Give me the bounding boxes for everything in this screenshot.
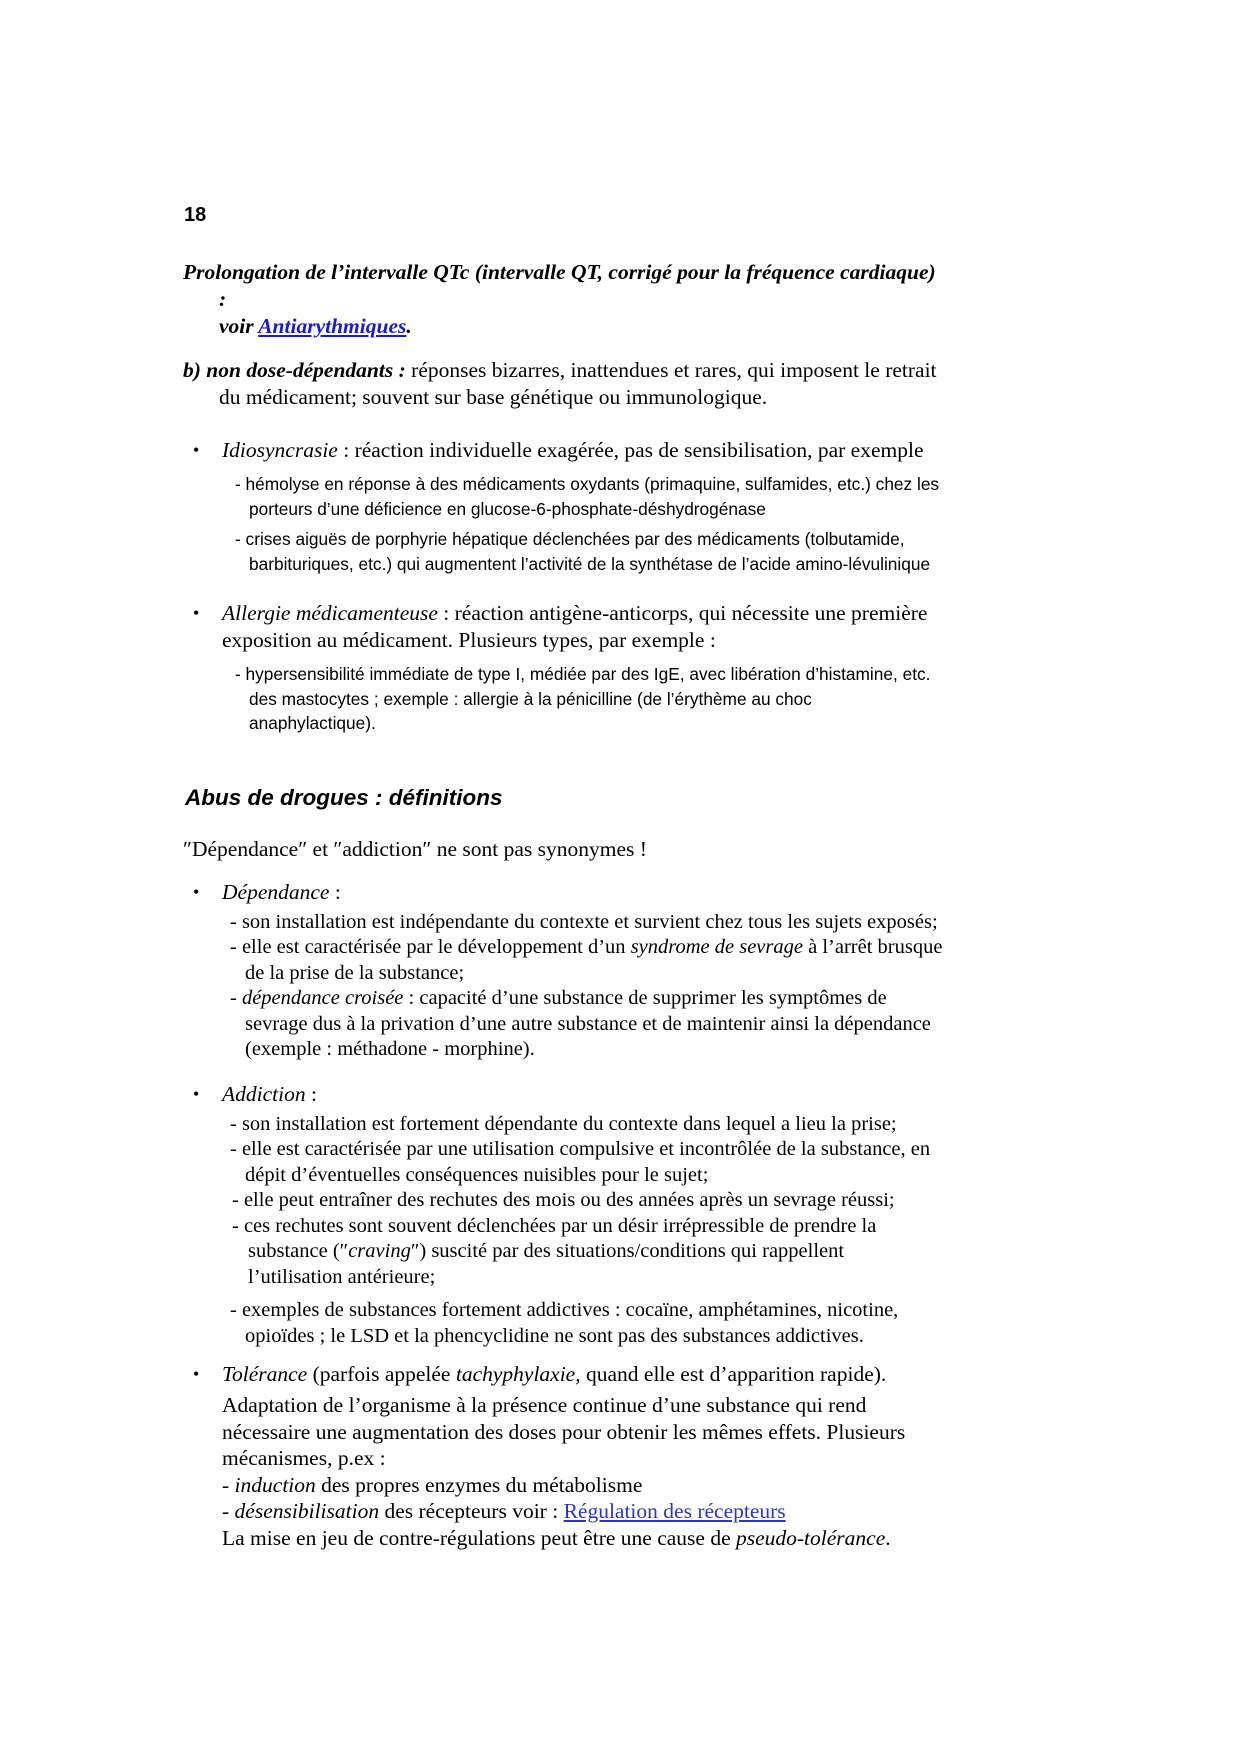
qtc-lead-paragraph [183,259,943,340]
section-heading-abus-de-drogues: Abus de drogues : définitions [185,784,503,810]
voir-label: voir [219,314,259,338]
addiction-sub-1: - son installation est fortement dépendante du contexte dans lequel a lieu la prise; [230,1112,897,1135]
allergie-sub-1: - hypersensibilité immédiate de type I, médiée par des IgE, avec libération d’histamine, etc. des mastocytes ; exemple : allergie à la pénicilline (de l’érythème au choc anaphylactique). [235,664,931,733]
idiosyncrasie-term: Idiosyncrasie [222,438,338,462]
tolerance-mech-2-dash: - [222,1499,235,1524]
allergie-text: : réaction antigène-anticorps, qui nécessite une première exposition au médicament. Plusieurs types, par exemple : [222,601,928,652]
idiosyncrasie-sub-1: - hémolyse en réponse à des médicaments oxydants (primaquine, sulfamides, etc.) chez les porteurs d’une déficience en glucose-6-phosphate-déshydrogénase [235,474,940,519]
allergie-term: Allergie médicamenteuse [222,601,438,625]
dependance-sub-3 [183,986,943,1063]
tolerance-rest: quand elle est d’apparition rapide). [580,1362,887,1387]
addiction-sub-2: - elle est caractérisée par une utilisation compulsive et incontrôlée de la substance, en dépit d’éventuelles conséquences nuisibles pour le sujet; [230,1138,931,1186]
bullet-idiosyncrasie [183,437,943,464]
tolerance-term: Tolérance [222,1362,308,1387]
tolerance-paragraph: Adaptation de l’organisme à la présence continue d’une substance qui rend nécessaire une augmentation des doses pour obtenir les mêmes effets. Plusieurs mécanismes, p.ex : [222,1393,906,1471]
syndrome-de-sevrage-term: syndrome de sevrage [630,936,803,959]
tolerance-closing-line [183,1525,943,1552]
pseudo-tolerance-term: pseudo-tolérance [735,1525,886,1550]
abus-intro-line: ″Dépendance″ et ″addiction″ ne sont pas synonymes ! [183,837,647,862]
qtc-lead-period: . [406,314,412,338]
idiosyncrasie-sub-2: - crises aiguës de porphyrie hépatique déclenchées par des médicaments (tolbutamide, barbituriques, etc.) qui augmentent l’activité de la synthétase de l’acide amino-lévulinique [235,529,931,574]
dependance-colon: : [329,879,341,904]
addiction-term: Addiction [222,1081,306,1106]
bullet-icon: • [193,440,200,460]
tolerance-mech-1-dash: - [222,1472,235,1497]
addiction-sub-5: - exemples de substances fortement addictives : cocaïne, amphétamines, nicotine, opioïdes ; le LSD et la phencyclidine ne sont pas des substances addictives. [230,1299,899,1347]
tolerance-closing-a: La mise en jeu de contre-régulations peut être une cause de [222,1525,736,1550]
bullet-icon: • [193,1364,200,1385]
craving-term: craving [348,1240,411,1263]
qtc-lead-line1: Prolongation de l’intervalle QTc (intervalle QT, corrigé pour la fréquence cardiaque) : [183,260,936,311]
bullet-icon: • [193,603,200,623]
addiction-colon: : [305,1081,317,1106]
dependance-croisee-term: dépendance croisée [241,987,404,1010]
dependance-sub-3-dash: - [230,987,242,1010]
dependance-sub-3-text: : capacité d’une substance de supprimer les symptômes de sevrage dus à la privation d’une autre substance et de maintenir ainsi la dépendance (exemple : méthadone - morphine). [245,987,931,1061]
bullet-tolerance [183,1361,943,1388]
tolerance-mechanism-2 [183,1498,943,1525]
non-dose-dependants-label: b) non dose-dépendants : [183,358,406,382]
desensibilisation-term: désensibilisation [234,1499,380,1524]
dependance-sub-2 [183,935,943,986]
page-number: 18 [184,204,207,226]
dependance-sub-2-b: à l’arrêt brusque de la prise de la substance; [245,936,943,984]
non-dose-dependants-paragraph [183,357,943,411]
addiction-sub-3: - elle peut entraîner des rechutes des mois ou des années après un sevrage réussi; [232,1189,895,1212]
addiction-sub-4 [183,1214,943,1291]
bullet-icon: • [193,881,200,902]
tolerance-mech-1-text: des propres enzymes du métabolisme [315,1472,643,1497]
tolerance-mech-2-text: des récepteurs voir : [379,1499,564,1524]
induction-term: induction [234,1472,316,1497]
page-content [183,205,943,1551]
bullet-icon: • [193,1083,200,1104]
idiosyncrasie-text: : réaction individuelle exagérée, pas de sensibilisation, par exemple [337,438,924,462]
bullet-addiction [183,1081,943,1108]
antiarythmiques-link[interactable]: Antiarythmiques [258,314,407,338]
non-dose-dependants-text: réponses bizarres, inattendues et rares, qui imposent le retrait du médicament; souvent sur base génétique ou immunologique. [219,358,937,409]
qtc-lead-line2 [219,313,943,340]
tolerance-mid: (parfois appelée [307,1362,456,1387]
dependance-term: Dépendance [222,879,330,904]
tolerance-closing-b: . [885,1525,891,1550]
bullet-dependance [183,879,943,906]
regulation-des-recepteurs-link[interactable]: Régulation des récepteurs [563,1499,786,1524]
dependance-sub-1: - son installation est indépendante du contexte et survient chez tous les sujets exposés; [230,910,938,933]
addiction-sub-4-a: - ces rechutes sont souvent déclenchées par un désir irrépressible de prendre la substance (″ [232,1214,877,1263]
addiction-sub-4-b: ″) suscité par des situations/conditions qui rappellent l’utilisation antérieure; [248,1240,845,1288]
dependance-sub-2-a: - elle est caractérisée par le développement d’un [230,936,631,959]
tachyphylaxie-term: tachyphylaxie, [455,1362,581,1387]
bullet-allergie-medicamenteuse [183,600,943,654]
tolerance-mechanism-1 [183,1472,943,1499]
